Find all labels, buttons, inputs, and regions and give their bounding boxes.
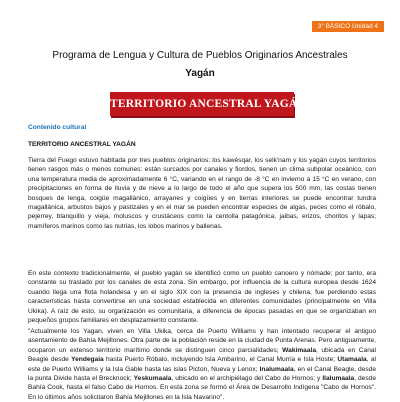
place-name-yeskumaala: Yeskumaala: [133, 375, 172, 383]
quote-text: , al este de Puerto Williams y la Isla Gable hasta las islas Picton, Nueva y Lenox;: [28, 356, 376, 373]
place-name-yendegaia: Yendegaia: [71, 356, 104, 364]
program-title: Programa de Lengua y Cultura de Pueblos Originarios Ancestrales: [52, 50, 348, 61]
place-name-wakimaala: Wakimaala: [282, 346, 317, 354]
quote-text: , ubicado en el archipiélago del Cabo de Hornos; y: [171, 375, 323, 383]
place-name-ilalumaala: Ilalumaala: [322, 375, 355, 383]
grade-unit-badge: 3° BÁSICO Unidad 4: [312, 21, 384, 32]
paragraph-context: En este contexto tradicionalmente, el pueblo yagán se identificó como un pueblo canoero y nómade; por tanto, era constante su traslado por los canales de esta zona. Sin embargo, por influencia de la cultura europea desde 1624 cuando llega una flota holandesa y en el siglo XIX con la presencia de ingleses y chilena, fue perdiendo estas características hasta convertirse en una sociedad establecida en diferentes comunidades (principalmente en Villa Ukika). A raíz de esto, su organización es comunitaria, a diferencia de épocas pasadas en que se organizaban en pequeños grupos familiares en desplazamiento constante.: [28, 270, 376, 325]
paragraph-territory: Tierra del Fuego estuvo habitada por tres pueblos originarios: los kawésqar, los selk'nam y los yagán cuyos territorios tienen rasgos más o menos comunes: están surcados por canales y fiordos, tienen un clima subpolar oceánico, con una temperatura media de aproximadamente 6 °C, variando en el rango de -8 °C en invierno a 15 °C en verano, con precipitaciones en forma de lluvia y de nieve a lo largo de todo el año que supera los 500 mm, las costas tienen bosques de lenga, coigüe magallánico, arrayanes y coigües y en tierras interiores se puede encontrar tundra magallánica, arbustos bajos y pastizales y en el mar se pueden encontrar especies de algas, peces como el róbalo, pejerrey, blanquillo y vieja, moluscos y crustáceos como la centolla patagónica, jaibas, erizos, choritos y lapas; mamíferos marinos como las nutrias, los lobos marinos y ballenas.: [28, 157, 376, 230]
quote-text: "Actualmente los Yagan, viven en Villa Ukika, cerca de Puerto Williams y han intentado recuperar el antiguo asentamiento de Bahía Mejillones. Otra parte de la población reside en la ciudad de Punta Arenas. Pero antiguamente, ocuparon un extenso territorio marítimo donde se distinguen cinco parcialidades;: [28, 328, 376, 354]
title-banner: [110, 92, 306, 116]
quote-text: , en el Canal Beagle, desde la punta Divide hasta el Brecknock;: [28, 365, 377, 383]
place-name-utamaala: Utamaala: [337, 356, 367, 364]
quote-text: , ubicada en Canal Beagle desde: [28, 346, 376, 364]
place-name-inalumaala: Inalumaala: [259, 365, 294, 373]
section-heading: TERRITORIO ANCESTRAL YAGÁN: [28, 141, 136, 148]
section-label: Contenido cultural: [28, 124, 87, 131]
subject-title: Yagán: [185, 68, 215, 79]
quote-paragraph: [28, 327, 376, 402]
quote-text: hasta Puerto Róbalo, incluyendo Isla Ambarino, el Canal Murria e Isla Hoste;: [103, 356, 338, 364]
quote-text: , desde Bahía Cook, hasta el falso Cabo de Hornos. En esta zona se formó el Área de Desarrollo Indígena "Cabo de Hornos". En lo últimos años solicitaron Bahía Mejillones en la Isla Navarino".: [28, 375, 376, 401]
banner-title: TERRITORIO ANCESTRAL YAGÁN: [110, 98, 306, 110]
